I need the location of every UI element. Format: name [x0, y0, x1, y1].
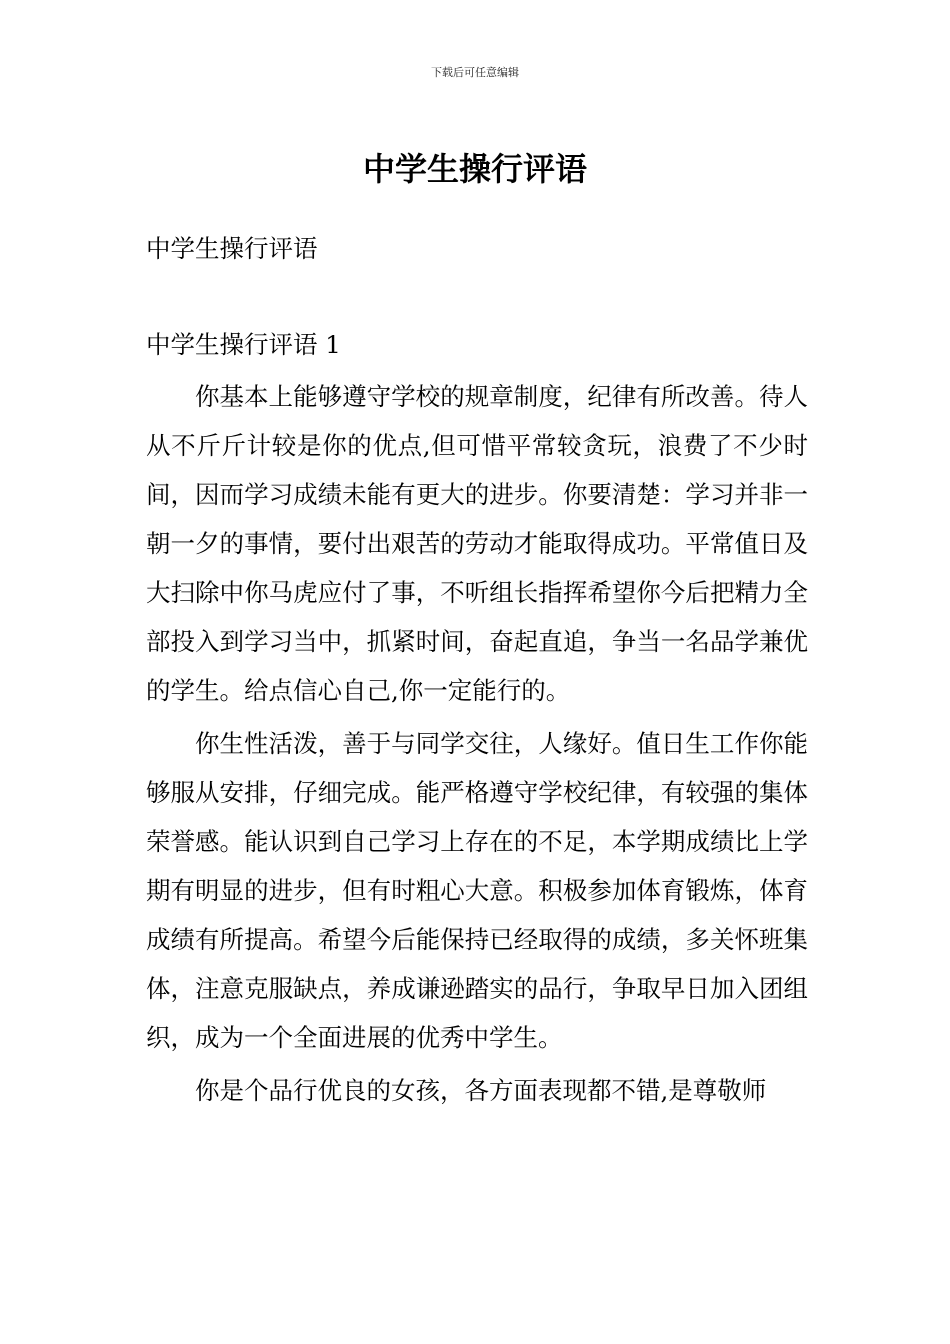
paragraph-2: 你生性活泼，善于与同学交往，人缘好。值日生工作你能够服从安排，仔细完成。能严格遵守学校纪律，有较强的集体荣誉感。能认识到自己学习上存在的不足，本学期成绩比上学期有明显的进步，但有时粗心大意。积极参加体育锻炼，体育成绩有所提高。希望今后能保持已经取得的成绩，多关怀班集体，注意克服缺点，养成谦逊踏实的品行，争取早日加入团组织，成为一个全面进展的优秀中学生。	[146, 729, 808, 1052]
paragraph-3: 你是个品行优良的女孩，各方面表现都不错,是尊敬师	[195, 1076, 767, 1105]
section-heading: 中学生操行评语 1	[146, 330, 341, 359]
document-title: 中学生操行评语	[362, 150, 587, 189]
document-body	[146, 222, 808, 1115]
paragraph-1: 你基本上能够遵守学校的规章制度，纪律有所改善。待人从不斤斤计较是你的优点,但可惜平常较贪玩，浪费了不少时间，因而学习成绩未能有更大的进步。你要清楚：学习并非一朝一夕的事情，要付出艰苦的劳动才能取得成功。平常值日及大扫除中你马虎应付了事，不听组长指挥希望你今后把精力全部投入到学习当中，抓紧时间，奋起直追，争当一名品学兼优的学生。给点信心自己,你一定能行的。	[146, 382, 808, 705]
document-subtitle: 中学生操行评语	[146, 234, 318, 263]
header-note: 下载后可任意编辑	[431, 66, 519, 79]
